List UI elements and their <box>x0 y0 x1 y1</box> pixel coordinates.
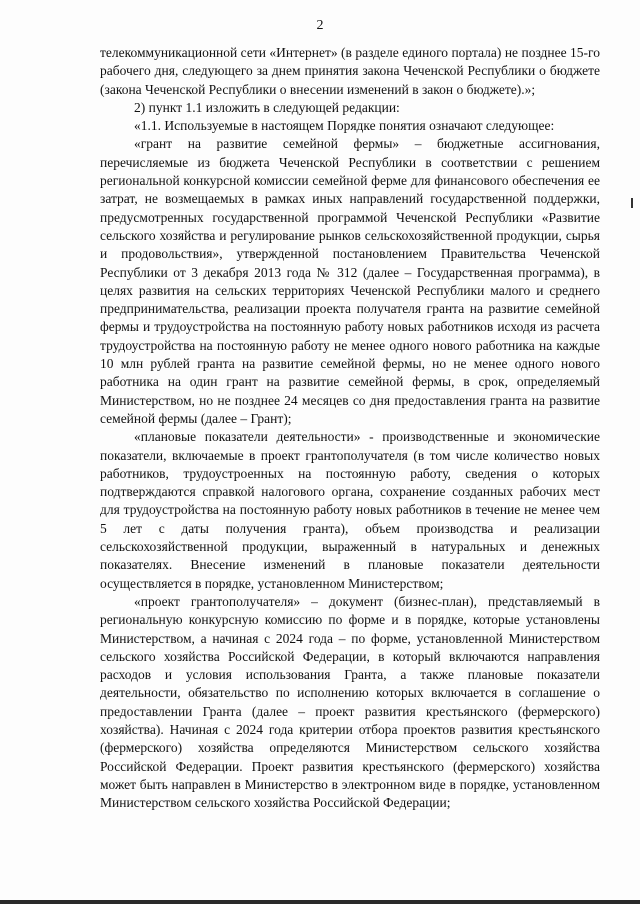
paragraph-planned-indicators-definition: «плановые показатели деятельности» - производственные и экономические показатели, включаемые в проект грантополучателя (в том числе количество новых работников, трудоустроенных на постоянную работу, сведения о которых подтверждаются справкой налогового органа, сохранение созданных рабочих мест для трудоустройства на постоянную работу новых работников в течение не менее чем 5 лет с даты получения гранта), объем производства и реализации сельскохозяйственной продукции, выраженный в натуральных и денежных показателях. Внесение изменений в плановые показатели деятельности осуществляется в порядке, установленном Министерством; <box>100 429 600 591</box>
document-body <box>100 44 600 812</box>
scan-edge <box>0 900 640 904</box>
paragraph-grant-definition: «грант на развитие семейной фермы» – бюджетные ассигнования, перечисляемые из бюджета Чеченской Республики в соответствии с решением региональной конкурсной комиссии семейной ферме для финансового обеспечения ее затрат, не возмещаемых в рамках иных направлений государственной поддержки, предусмотренных государственной программой Чеченской Республики «Развитие сельского хозяйства и регулирование рынков сельскохозяйственной продукции, сырья и продовольствия», утвержденной постановлением Правительства Чеченской Республики от 3 декабря 2013 года № 312 (далее – Государственная программа), в целях развития на сельских территориях Чеченской Республики малого и среднего предпринимательства, реализации проекта получателя гранта на развитие семейной фермы и трудоустройства на постоянную работу новых работников исходя из расчета трудоустройства на постоянную работу не менее одного нового работника на каждые 10 млн рублей гранта на развитие семейной фермы, но не менее одного нового работника на один грант на развитие семейной фермы, в срок, определяемый Министерством, но не позднее 24 месяцев со дня предоставления гранта на развитие семейной фермы (далее – Грант); <box>100 136 600 426</box>
paragraph-item-2: 2) пункт 1.1 изложить в следующей редакции: <box>134 99 400 115</box>
paragraph-continuation: телекоммуникационной сети «Интернет» (в разделе единого портала) не позднее 15-го рабочего дня, следующего за днем принятия закона Чеченской Республики о бюджете (закона Чеченской Республики о внесении изменений в закон о бюджете).»; <box>100 45 600 97</box>
page-number: 2 <box>316 18 324 33</box>
margin-mark <box>631 198 633 208</box>
paragraph-clause-1-1: «1.1. Используемые в настоящем Порядке понятия означают следующее: <box>134 118 555 134</box>
paragraph-project-definition: «проект грантополучателя» – документ (бизнес-план), представляемый в региональную конкурсную комиссию по форме и в порядке, которые установлены Министерством, а начиная с 2024 года – по форме, установленной Министерством сельского хозяйства Российской Федерации, в который включаются направления расходов и условия использования Гранта, а также плановые показатели деятельности, обязательство по исполнению которых включается в соглашение о предоставлении Гранта (далее – проект развития крестьянского (фермерского) хозяйства). Начиная с 2024 года критерии отбора проектов развития крестьянского (фермерского) хозяйства определяются Министерством сельского хозяйства Российской Федерации. Проект развития крестьянского (фермерского) хозяйства может быть направлен в Министерство в электронном виде в порядке, установленном Министерством сельского хозяйства Российской Федерации; <box>100 593 600 811</box>
